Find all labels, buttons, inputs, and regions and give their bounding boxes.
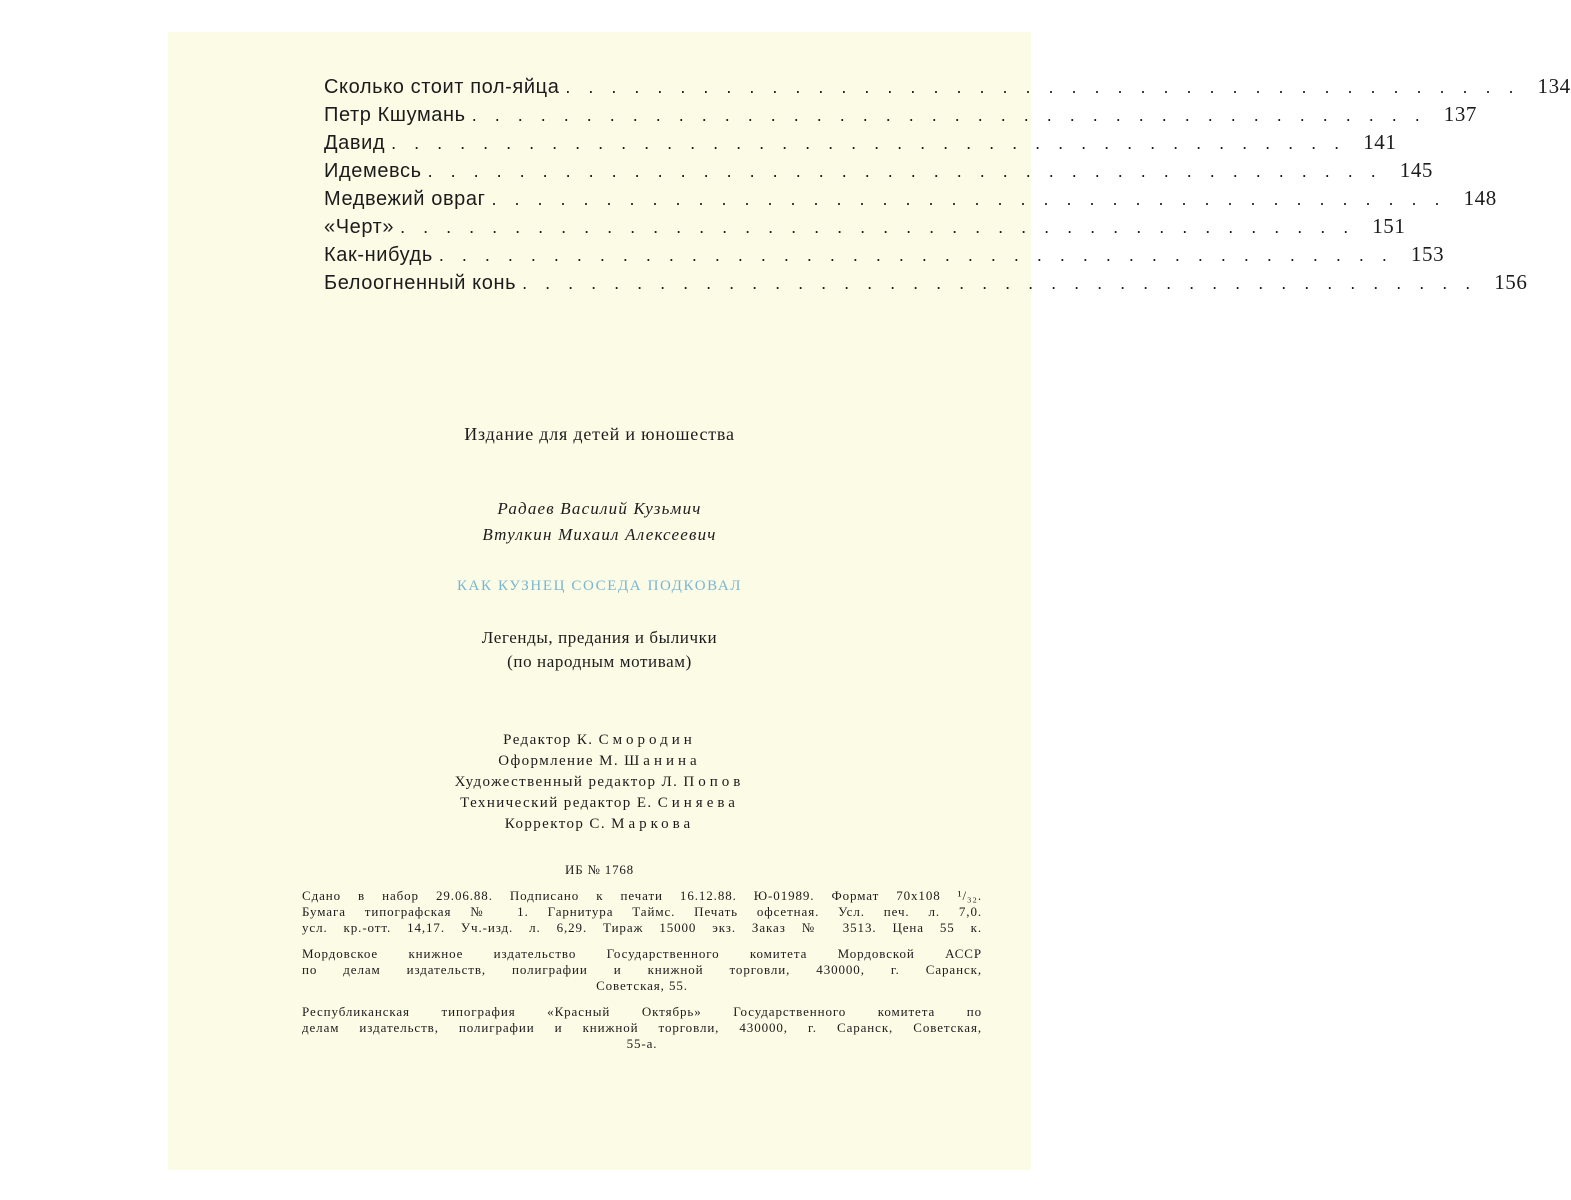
imprint-line: по делам издательств, полиграфии и книжной торговли, 430000, г. Саранск, xyxy=(302,962,982,977)
toc-entry-title: Идемевсь xyxy=(324,160,422,182)
toc-leader-dots: .......................................... xyxy=(522,273,1489,293)
toc-entry-title: Как-нибудь xyxy=(324,244,433,266)
publisher-block xyxy=(302,946,982,994)
toc-entry-title: Сколько стоит пол-яйца xyxy=(324,76,560,98)
imprint-line: Бумага типографская № 1. Гарнитура Таймс. Печать офсетная. Усл. печ. л. 7,0. xyxy=(302,904,982,919)
imprint-line: Сдано в набор 29.06.88. Подписано к печати 16.12.88. Ю-01989. Формат 70x108 ¹/₃₂. xyxy=(302,888,982,903)
toc-entry-title: Медвежий овраг xyxy=(324,188,486,210)
imprint-line: Мордовское книжное издательство Государственного комитета Мордовской АССР xyxy=(302,946,982,961)
toc-entry-page: 151 xyxy=(1372,214,1406,238)
credit-name: Маркова xyxy=(611,816,695,832)
imprint-line: делам издательств, полиграфии и книжной торговли, 430000, г. Саранск, Советская, xyxy=(302,1020,982,1035)
book-title: КАК КУЗНЕЦ СОСЕДА ПОДКОВАЛ xyxy=(456,578,743,594)
imprint-line: Советская, 55. xyxy=(596,978,688,993)
credit-name: Синяева xyxy=(657,795,739,811)
toc-entry-page: 145 xyxy=(1399,158,1434,182)
toc-entry xyxy=(324,158,1434,186)
print-data-block xyxy=(302,888,982,936)
credits xyxy=(168,730,1031,835)
subtitle-line: (по народным мотивам) xyxy=(507,652,692,671)
toc-entry xyxy=(324,130,1397,158)
toc-entry xyxy=(324,102,1478,130)
credit-role: Корректор С. xyxy=(504,816,606,832)
toc-entry xyxy=(324,214,1406,242)
toc-leader-dots: .......................................... xyxy=(491,189,1458,209)
imprint-line: 55-а. xyxy=(626,1036,658,1051)
toc-entry xyxy=(324,186,1497,214)
toc-entry-page: 137 xyxy=(1443,102,1478,126)
toc-entry-page: 148 xyxy=(1463,186,1497,210)
toc-leader-dots: .......................................... xyxy=(400,217,1367,237)
toc-leader-dots: .......................................... xyxy=(438,245,1405,265)
printer-block xyxy=(302,1004,982,1052)
table-of-contents xyxy=(324,74,1571,298)
credit-role: Оформление М. xyxy=(498,753,620,769)
credit-role: Редактор К. xyxy=(503,732,594,748)
credit-name: Смородин xyxy=(598,732,696,748)
credit-line xyxy=(168,772,1031,793)
toc-entry-page: 134 xyxy=(1537,74,1571,98)
toc-entry-title: «Черт» xyxy=(324,216,395,238)
credit-role: Технический редактор Е. xyxy=(460,795,653,811)
credit-line xyxy=(168,793,1031,814)
toc-entry xyxy=(324,270,1528,298)
imprint-line: усл. кр.-отт. 14,17. Уч.-изд. л. 6,29. Тираж 15000 экз. Заказ № 3513. Цена 55 к. xyxy=(302,920,982,935)
ib-number: ИБ № 1768 xyxy=(565,862,634,877)
subtitle-line: Легенды, предания и былички xyxy=(481,628,718,647)
book-subtitle xyxy=(168,626,1031,674)
toc-leader-dots: .......................................... xyxy=(391,133,1358,153)
author-name: Радаев Василий Кузьмич xyxy=(497,499,702,518)
toc-entry-title: Давид xyxy=(324,132,386,154)
toc-entry-page: 141 xyxy=(1363,130,1397,154)
toc-entry xyxy=(324,242,1445,270)
credit-line xyxy=(168,730,1031,751)
author-name: Втулкин Михаил Алексеевич xyxy=(482,525,717,544)
toc-entry-title: Петр Кшумань xyxy=(324,104,466,126)
credit-role: Художественный редактор Л. xyxy=(454,774,679,790)
authors xyxy=(168,496,1031,548)
book-page xyxy=(168,32,1571,1170)
imprint-line: Республиканская типография «Красный Октябрь» Государственного комитета по xyxy=(302,1004,982,1019)
toc-entry-title: Белоогненный конь xyxy=(324,272,517,294)
toc-leader-dots: .......................................... xyxy=(565,77,1532,97)
edition-note: Издание для детей и юношества xyxy=(464,424,735,444)
toc-entry xyxy=(324,74,1571,102)
toc-leader-dots: .......................................... xyxy=(471,105,1438,125)
credit-name: Шанина xyxy=(624,753,701,769)
toc-entry-page: 156 xyxy=(1494,270,1528,294)
credit-line xyxy=(168,751,1031,772)
toc-leader-dots: .......................................... xyxy=(427,161,1394,181)
credit-name: Попов xyxy=(683,774,745,790)
toc-entry-page: 153 xyxy=(1410,242,1445,266)
credit-line xyxy=(168,814,1031,835)
